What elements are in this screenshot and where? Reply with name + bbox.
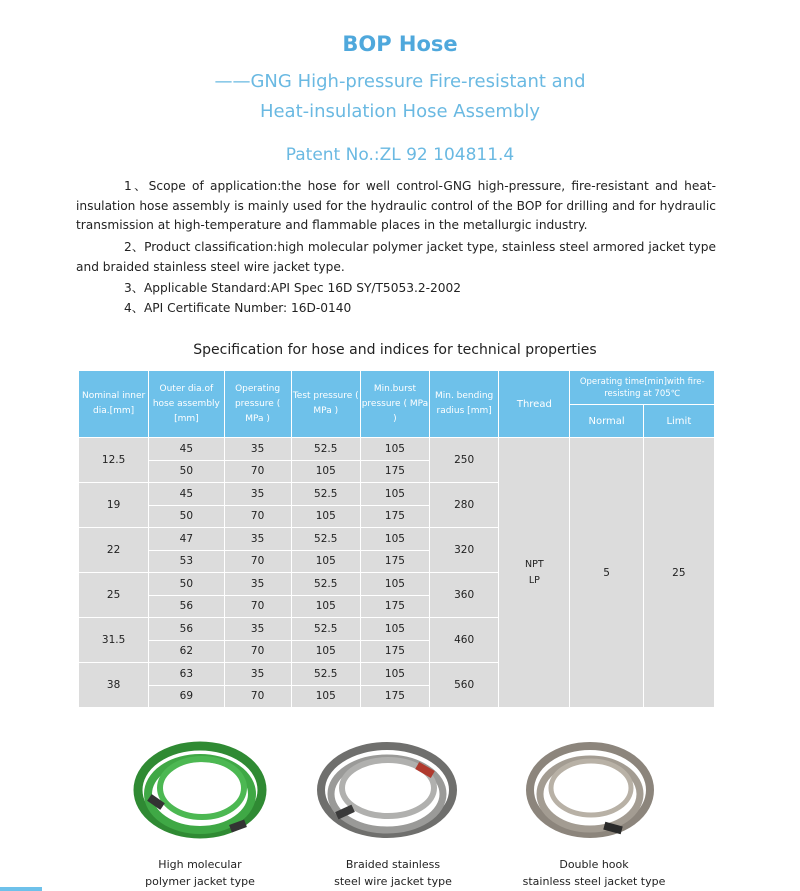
photo-caption-polymer-line2: polymer jacket type xyxy=(145,875,255,888)
photo-caption-braided-line2: steel wire jacket type xyxy=(334,875,452,888)
header-burst-pressure: Min.burst pressure ( MPa ) xyxy=(360,371,429,438)
header-nominal: Nominal inner dia.[mm] xyxy=(79,371,149,438)
cell-burst-pressure: 175 xyxy=(360,640,429,663)
cell-outer-dia: 56 xyxy=(149,618,224,641)
paragraph-standard xyxy=(76,279,716,299)
cell-operating-pressure: 35 xyxy=(224,618,291,641)
product-photos xyxy=(0,738,800,848)
cell-test-pressure: 105 xyxy=(291,460,360,483)
photo-caption-double-hook xyxy=(509,856,679,890)
paragraph-scope-text: 1、Scope of application:the hose for well control-GNG high-pressure, fire-resistant and heat-insulation hose assembly is mainly used for the hydraulic control of the BOP for drilling and for hydraulic transmission at high-temperature and flammable places in the metallurgic industry. xyxy=(76,179,716,232)
cell-test-pressure: 52.5 xyxy=(291,573,360,596)
header-operating-time: Operating time[min]with fire-resisting at 705℃ xyxy=(570,371,715,405)
page-title: BOP Hose xyxy=(342,32,458,56)
header-test-pressure: Test pressure ( MPa ) xyxy=(291,371,360,438)
paragraph-classification-text: 2、Product classification:high molecular polymer jacket type, stainless steel armored jacket type and braided stainless steel wire jacket type. xyxy=(76,240,716,274)
cell-operating-pressure: 70 xyxy=(224,505,291,528)
cell-outer-dia: 53 xyxy=(149,550,224,573)
cell-test-pressure: 105 xyxy=(291,685,360,708)
cell-bending-radius: 360 xyxy=(430,573,499,618)
photo-caption-braided-line1: Braided stainless xyxy=(345,858,441,871)
cell-burst-pressure: 105 xyxy=(360,438,429,461)
cell-operating-pressure: 70 xyxy=(224,640,291,663)
cell-test-pressure: 105 xyxy=(291,640,360,663)
cell-burst-pressure: 175 xyxy=(360,685,429,708)
header-limit: Limit xyxy=(643,405,714,438)
cell-nominal: 31.5 xyxy=(79,618,149,663)
cell-outer-dia: 50 xyxy=(149,505,224,528)
corner-accent-bar xyxy=(0,887,42,891)
subtitle-line-2: Heat-insulation Hose Assembly xyxy=(259,101,541,122)
cell-normal: 5 xyxy=(570,438,643,708)
cell-outer-dia: 47 xyxy=(149,528,224,551)
cell-outer-dia: 45 xyxy=(149,483,224,506)
cell-outer-dia: 50 xyxy=(149,573,224,596)
photo-caption-polymer-line1: High molecular xyxy=(158,858,242,871)
paragraph-classification xyxy=(76,238,716,277)
cell-operating-pressure: 35 xyxy=(224,483,291,506)
cell-operating-pressure: 70 xyxy=(224,595,291,618)
cell-test-pressure: 52.5 xyxy=(291,528,360,551)
cell-outer-dia: 45 xyxy=(149,438,224,461)
cell-thread-line2: LP xyxy=(528,574,540,586)
cell-bending-radius: 280 xyxy=(430,483,499,528)
header-operating-pressure: Operating pressure ( MPa ) xyxy=(224,371,291,438)
cell-burst-pressure: 175 xyxy=(360,460,429,483)
table-row xyxy=(79,438,715,461)
cell-operating-pressure: 70 xyxy=(224,550,291,573)
cell-test-pressure: 105 xyxy=(291,550,360,573)
hose-photo-braided xyxy=(312,738,462,848)
cell-outer-dia: 63 xyxy=(149,663,224,686)
cell-operating-pressure: 35 xyxy=(224,663,291,686)
cell-test-pressure: 52.5 xyxy=(291,618,360,641)
cell-test-pressure: 52.5 xyxy=(291,438,360,461)
cell-burst-pressure: 105 xyxy=(360,663,429,686)
header-thread: Thread xyxy=(499,371,570,438)
cell-thread xyxy=(499,438,570,708)
cell-outer-dia: 56 xyxy=(149,595,224,618)
cell-bending-radius: 460 xyxy=(430,618,499,663)
hose-photo-double-hook xyxy=(520,738,660,848)
cell-nominal: 22 xyxy=(79,528,149,573)
cell-nominal: 38 xyxy=(79,663,149,708)
photo-caption-polymer xyxy=(120,856,280,890)
hose-photo-polymer xyxy=(130,738,270,848)
cell-outer-dia: 69 xyxy=(149,685,224,708)
cell-burst-pressure: 175 xyxy=(360,550,429,573)
cell-operating-pressure: 35 xyxy=(224,528,291,551)
cell-bending-radius: 560 xyxy=(430,663,499,708)
photo-caption-double-hook-line2: stainless steel jacket type xyxy=(522,875,666,888)
cell-nominal: 25 xyxy=(79,573,149,618)
cell-thread-line1: NPT xyxy=(525,558,544,570)
cell-operating-pressure: 70 xyxy=(224,685,291,708)
header-normal: Normal xyxy=(570,405,643,438)
paragraph-certificate-text: 4、API Certificate Number: 16D-0140 xyxy=(124,301,352,315)
cell-bending-radius: 320 xyxy=(430,528,499,573)
spec-table xyxy=(78,370,715,708)
header-outer-dia: Outer dia.of hose assembly [mm] xyxy=(149,371,224,438)
paragraph-scope xyxy=(76,177,716,236)
cell-operating-pressure: 35 xyxy=(224,573,291,596)
cell-outer-dia: 50 xyxy=(149,460,224,483)
photo-caption-double-hook-line1: Double hook xyxy=(559,858,629,871)
cell-burst-pressure: 105 xyxy=(360,483,429,506)
cell-nominal: 19 xyxy=(79,483,149,528)
cell-limit: 25 xyxy=(643,438,714,708)
cell-test-pressure: 105 xyxy=(291,505,360,528)
patent-number: Patent No.:ZL 92 104811.4 xyxy=(285,145,515,165)
paragraph-certificate xyxy=(76,299,716,319)
spec-table-body xyxy=(79,438,715,708)
table-caption: Specification for hose and indices for technical properties xyxy=(193,342,597,358)
cell-outer-dia: 62 xyxy=(149,640,224,663)
cell-bending-radius: 250 xyxy=(430,438,499,483)
cell-burst-pressure: 105 xyxy=(360,618,429,641)
cell-burst-pressure: 175 xyxy=(360,505,429,528)
cell-test-pressure: 105 xyxy=(291,595,360,618)
cell-test-pressure: 52.5 xyxy=(291,663,360,686)
cell-nominal: 12.5 xyxy=(79,438,149,483)
cell-test-pressure: 52.5 xyxy=(291,483,360,506)
header-bending-radius: Min. bending radius [mm] xyxy=(430,371,499,438)
cell-burst-pressure: 105 xyxy=(360,528,429,551)
paragraph-standard-text: 3、Applicable Standard:API Spec 16D SY/T5053.2-2002 xyxy=(124,281,461,295)
cell-burst-pressure: 175 xyxy=(360,595,429,618)
photo-caption-braided xyxy=(313,856,473,890)
cell-burst-pressure: 105 xyxy=(360,573,429,596)
cell-operating-pressure: 70 xyxy=(224,460,291,483)
cell-operating-pressure: 35 xyxy=(224,438,291,461)
subtitle-line-1: ——GNG High-pressure Fire-resistant and xyxy=(214,71,586,92)
